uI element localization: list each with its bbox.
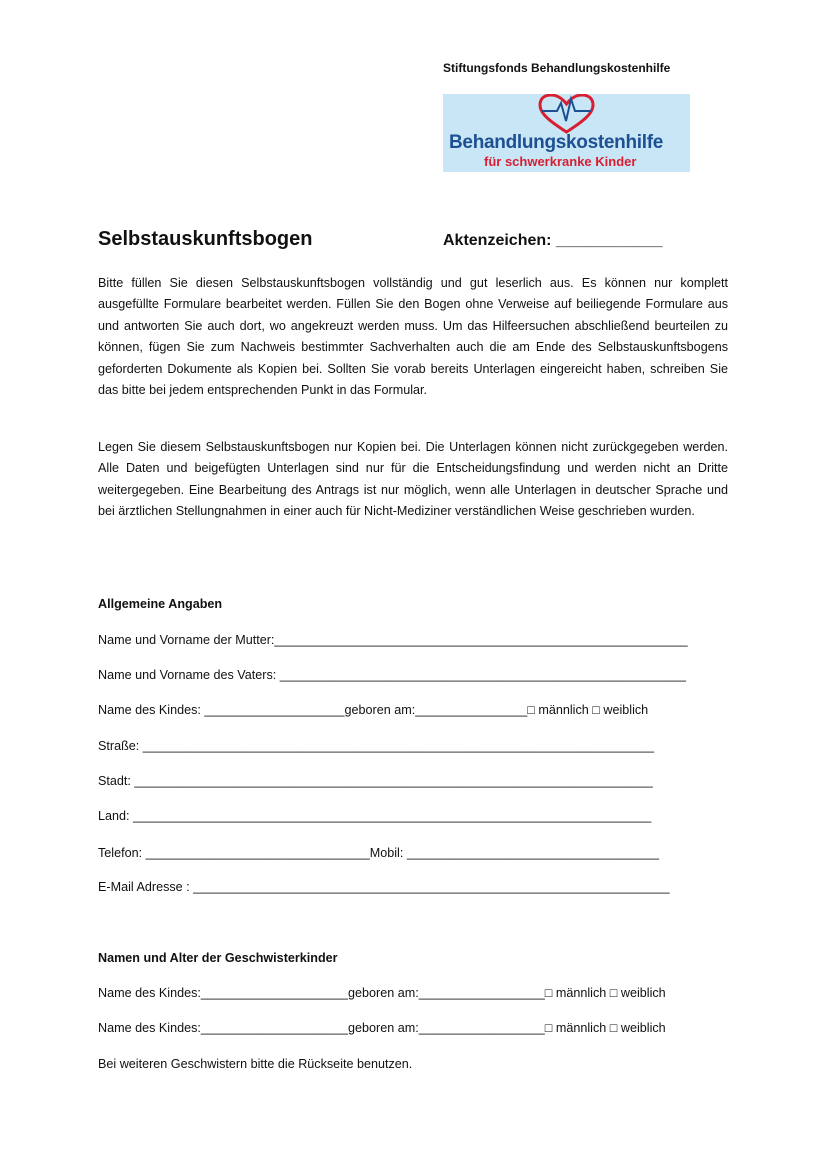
intro-paragraph: Bitte füllen Sie diesen Selbstauskunftsbogen vollständig und gut leserlich aus. Es können nur komplett ausgefüllte Formulare bearbeitet werden. Füllen Sie den Bogen ohne Verweise auf beiliegende Formulare aus und antworten Sie auch dort, wo angekreuzt werden muss. Um das Hilfeersuchen abschließend beurteilen zu können, fügen Sie zum Nachweis bestimmter Sachverhalten auch die am Ende des Selbstauskunftsbogens geforderten Dokumente als Kopien bei. Sollten Sie vorab bereits Unterlagen eingereicht haben, schreiben Sie das bitte bei jedem entsprechenden Punkt in das Formular. [98,276,728,398]
mother-name-field[interactable]: Name und Vorname der Mutter:___________________________________________________________ [98,633,688,647]
father-name-field[interactable]: Name und Vorname des Vaters: __________________________________________________________ [98,668,687,682]
logo-text-main: Behandlungskostenhilfe [449,132,664,153]
organization-name: Stiftungsfonds Behandlungskostenhilfe [443,61,671,75]
aktenzeichen-field[interactable]: Aktenzeichen: ____________ [443,232,663,249]
logo [443,94,690,172]
sibling-name-field[interactable]: Name des Kindes:_____________________geboren am:__________________□ männlich □ weiblich [98,1021,666,1035]
country-field[interactable]: Land: __________________________________________________________________________ [98,809,652,823]
section-heading-general: Allgemeine Angaben [98,597,223,611]
form-title: Selbstauskunftsbogen [98,228,313,250]
city-field[interactable]: Stadt: __________________________________________________________________________ [98,774,653,788]
street-field[interactable]: Straße: _________________________________________________________________________ [98,739,655,753]
sibling-name-field[interactable]: Name des Kindes:_____________________geboren am:__________________□ männlich □ weiblich [98,986,666,1000]
email-field[interactable]: E-Mail Adresse : ____________________________________________________________________ [98,880,670,894]
child-name-field[interactable]: Name des Kindes: ____________________geboren am:________________□ männlich □ weiblich [98,703,649,717]
phone-field[interactable]: Telefon: ________________________________Mobil: ____________________________________ [98,846,659,860]
intro-paragraph: Legen Sie diesem Selbstauskunftsbogen nur Kopien bei. Die Unterlagen können nicht zurückgegeben werden. Alle Daten und beigefügten Unterlagen sind nur für die Entscheidungsfindung und werden nicht an Dritte weitergegeben. Eine Bearbeitung des Antrags ist nur möglich, wenn alle Unterlagen in deutscher Sprache und bei ärztlichen Stellungnahmen in einer auch für Nicht-Mediziner verständlichen Weise geschrieben wurden. [98,440,728,519]
siblings-note: Bei weiteren Geschwistern bitte die Rückseite benutzen. [98,1057,413,1071]
section-heading-siblings: Namen und Alter der Geschwisterkinder [98,951,338,965]
heart-pulse-icon [443,94,690,136]
logo-text-sub: für schwerkranke Kinder [484,154,637,169]
